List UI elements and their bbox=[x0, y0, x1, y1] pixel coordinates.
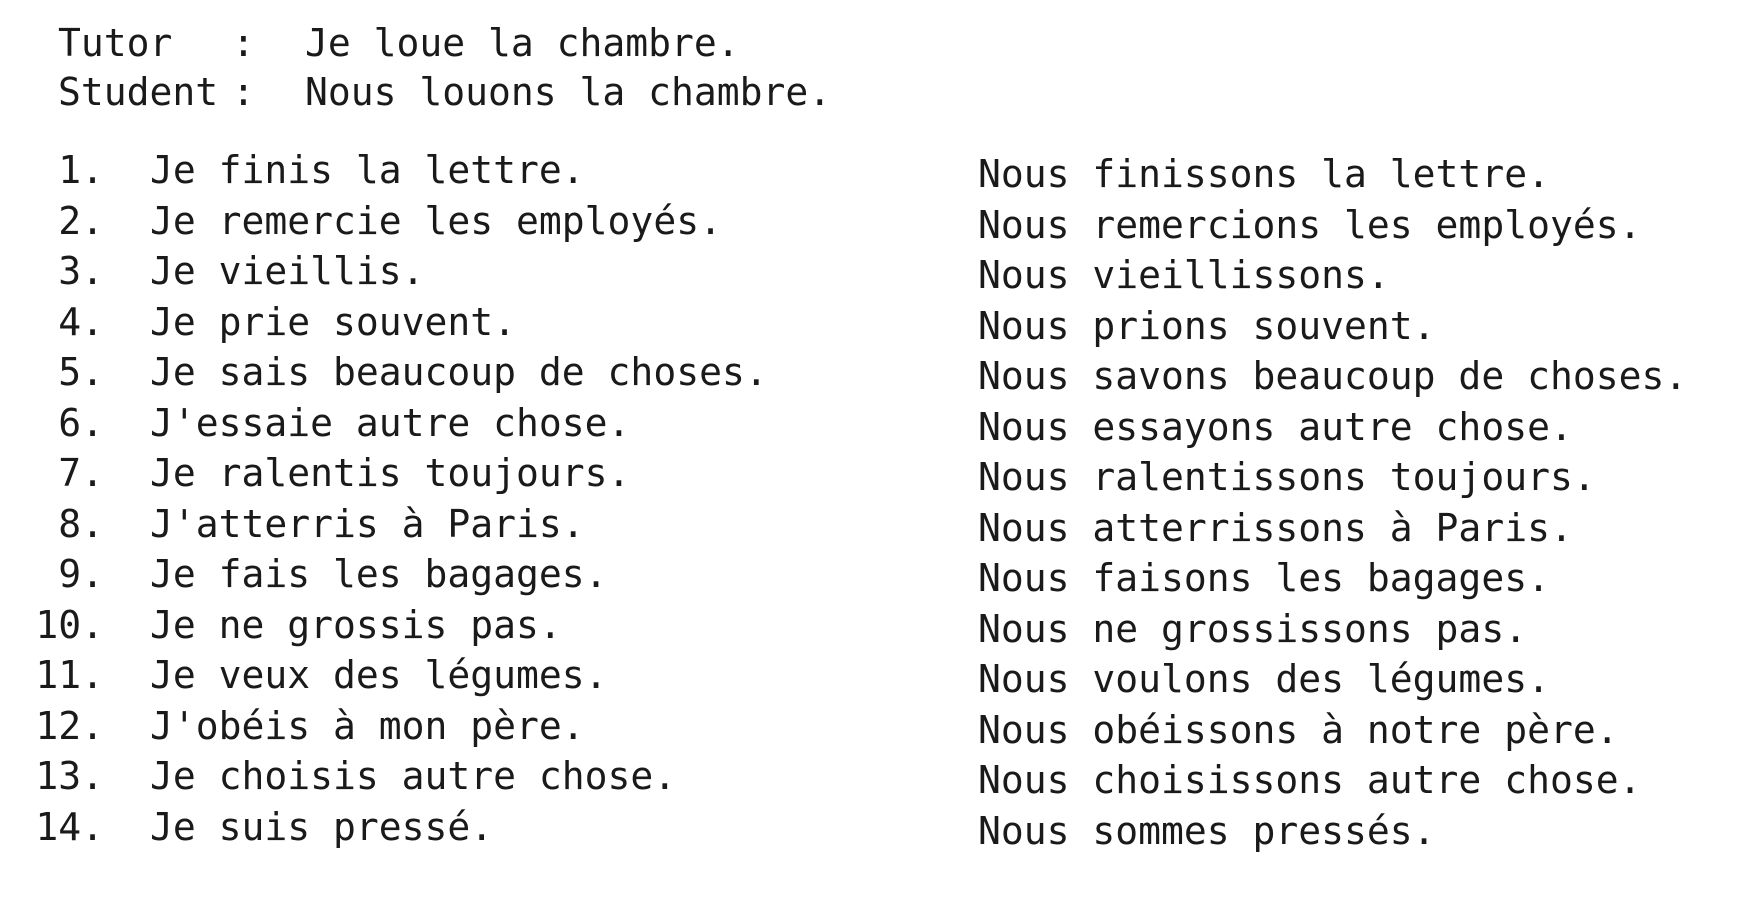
drill-row bbox=[0, 751, 1764, 802]
drill-row bbox=[0, 600, 1764, 651]
drill-row bbox=[0, 701, 1764, 752]
drill-row bbox=[0, 196, 1764, 247]
drill-row bbox=[0, 297, 1764, 348]
item-number: 2. bbox=[58, 198, 104, 243]
response-sentence: Nous prions souvent. bbox=[978, 303, 1436, 348]
item-number: 9. bbox=[58, 552, 104, 596]
response-sentence: Nous essayons autre chose. bbox=[978, 404, 1573, 449]
response-sentence: Nous ne grossissons pas. bbox=[978, 606, 1528, 651]
tutor-colon: : bbox=[232, 21, 255, 65]
item-number: 7. bbox=[58, 451, 104, 495]
response-sentence: Nous obéissons à notre père. bbox=[978, 707, 1619, 752]
response-sentence: Nous finissons la lettre. bbox=[978, 152, 1550, 196]
item-number: 1. bbox=[58, 148, 104, 192]
drill-row bbox=[0, 347, 1764, 398]
drill-row bbox=[0, 448, 1764, 499]
drill-row bbox=[0, 549, 1764, 600]
drill-row bbox=[0, 650, 1764, 701]
cue-sentence: Je fais les bagages. bbox=[150, 552, 608, 596]
cue-sentence: Je vieillis. bbox=[150, 249, 425, 293]
cue-sentence: Je veux des légumes. bbox=[150, 653, 608, 697]
cue-sentence: Je remercie les employés. bbox=[150, 198, 722, 243]
drill-row bbox=[0, 246, 1764, 297]
response-sentence: Nous voulons des légumes. bbox=[978, 657, 1550, 701]
tutor-example-sentence: Je loue la chambre. bbox=[305, 21, 740, 65]
response-sentence: Nous sommes pressés. bbox=[978, 808, 1436, 853]
item-number: 6. bbox=[58, 400, 104, 445]
student-label: Student bbox=[58, 70, 219, 114]
cue-sentence: J'essaie autre chose. bbox=[150, 400, 631, 445]
response-sentence: Nous vieillissons. bbox=[978, 253, 1390, 297]
student-colon: : bbox=[232, 70, 255, 114]
response-sentence: Nous choisissons autre chose. bbox=[978, 758, 1642, 802]
item-number: 10. bbox=[35, 602, 104, 647]
student-example-sentence: Nous louons la chambre. bbox=[305, 70, 832, 114]
cue-sentence: Je finis la lettre. bbox=[150, 148, 585, 192]
item-number: 12. bbox=[35, 703, 104, 748]
item-number: 4. bbox=[58, 299, 104, 344]
drill-list bbox=[0, 145, 1764, 852]
response-sentence: Nous remercions les employés. bbox=[978, 202, 1642, 247]
cue-sentence: Je ralentis toujours. bbox=[150, 451, 631, 495]
item-number: 11. bbox=[35, 653, 104, 697]
cue-sentence: Je prie souvent. bbox=[150, 299, 517, 344]
item-number: 5. bbox=[58, 350, 104, 394]
response-sentence: Nous atterrissons à Paris. bbox=[978, 505, 1573, 550]
response-sentence: Nous ralentissons toujours. bbox=[978, 455, 1596, 499]
response-sentence: Nous savons beaucoup de choses. bbox=[978, 354, 1688, 398]
item-number: 8. bbox=[58, 501, 104, 546]
cue-sentence: Je choisis autre chose. bbox=[150, 754, 677, 798]
drill-row bbox=[0, 145, 1764, 196]
drill-row bbox=[0, 499, 1764, 550]
item-number: 3. bbox=[58, 249, 104, 293]
drill-row bbox=[0, 398, 1764, 449]
cue-sentence: J'atterris à Paris. bbox=[150, 501, 585, 546]
cue-sentence: Je sais beaucoup de choses. bbox=[150, 350, 768, 394]
cue-sentence: Je suis pressé. bbox=[150, 804, 494, 849]
item-number: 13. bbox=[35, 754, 104, 798]
tutor-label: Tutor bbox=[58, 21, 173, 65]
cue-sentence: Je ne grossis pas. bbox=[150, 602, 562, 647]
cue-sentence: J'obéis à mon père. bbox=[150, 703, 585, 748]
response-sentence: Nous faisons les bagages. bbox=[978, 556, 1550, 600]
drill-row bbox=[0, 802, 1764, 853]
item-number: 14. bbox=[35, 804, 104, 849]
